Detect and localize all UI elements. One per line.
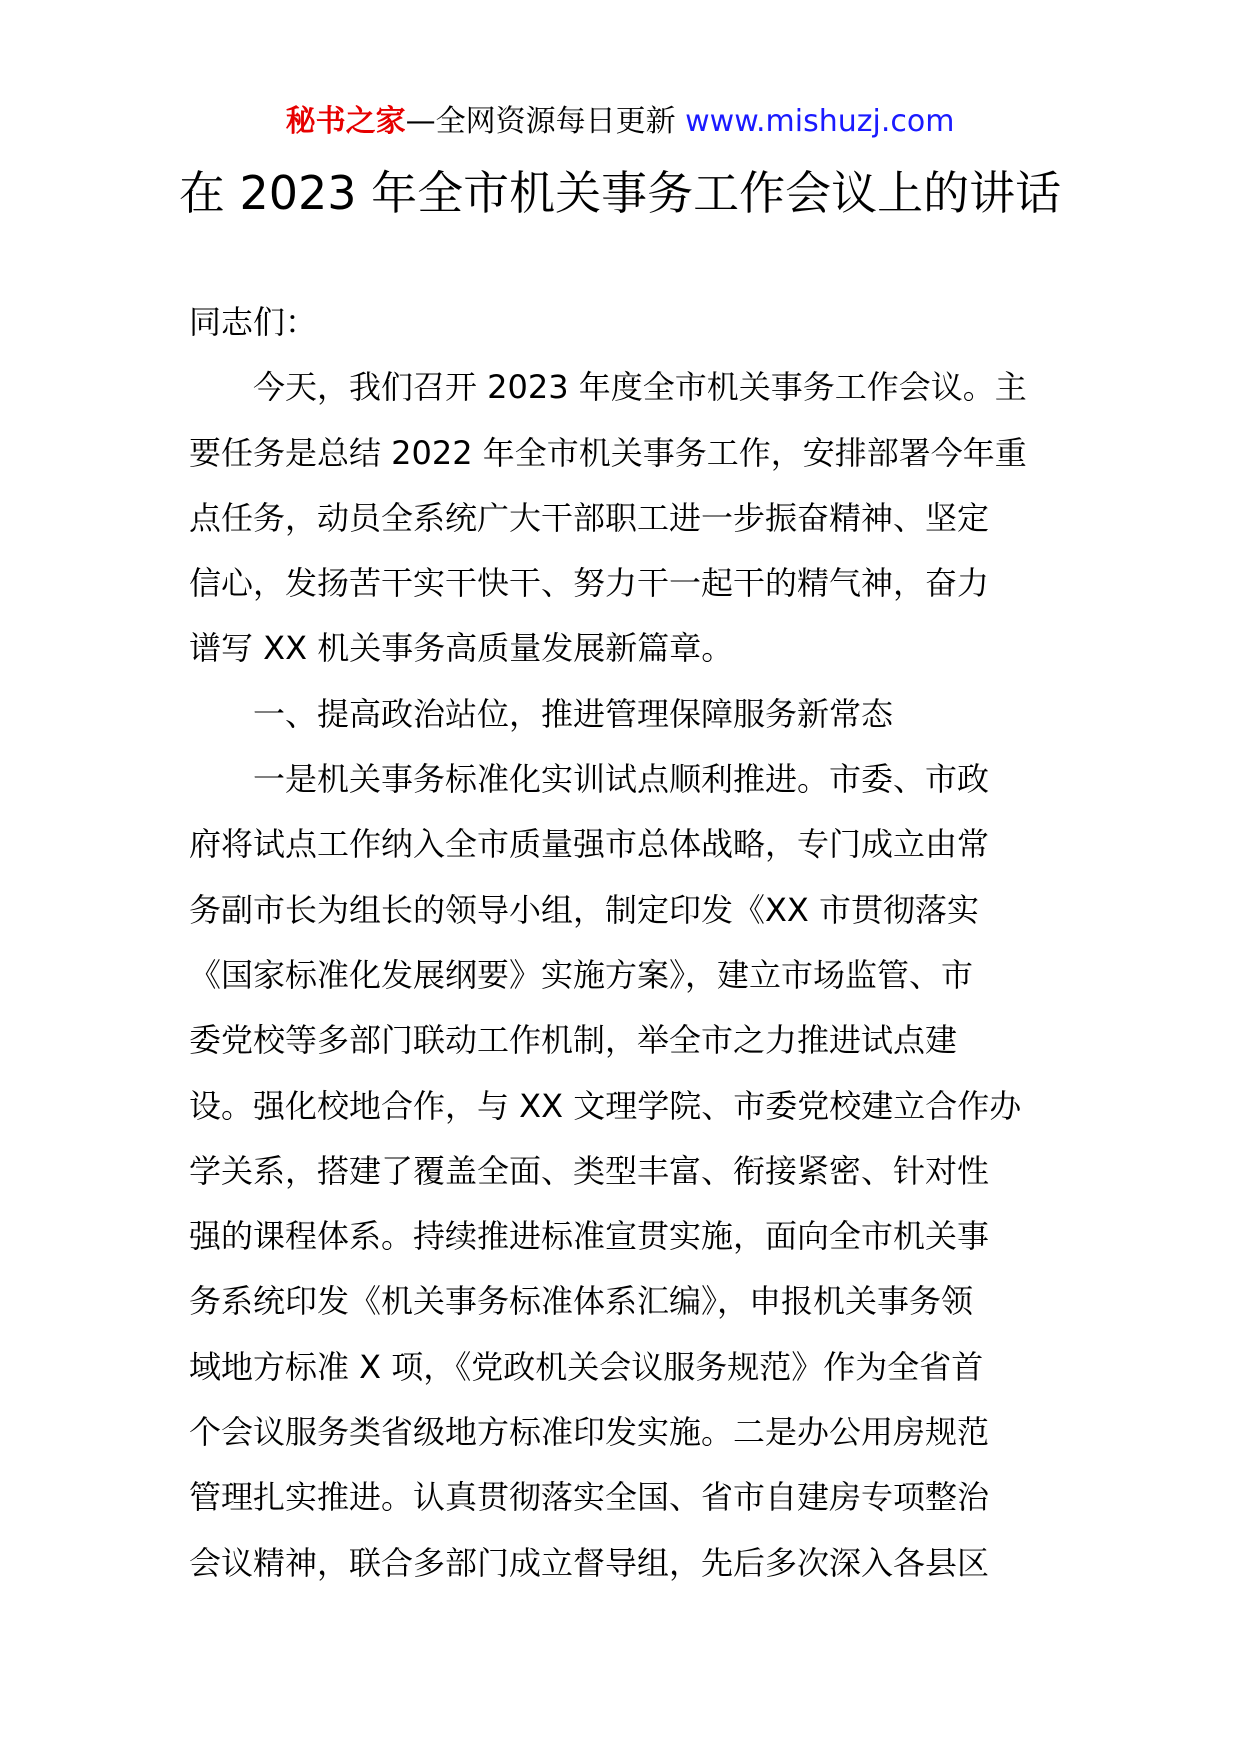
text-line: 点任务，动员全系统广大干部职工进一步振奋精神、坚定 <box>189 498 990 537</box>
text-line: 个会议服务类省级地方标准印发实施。二是办公用房规范 <box>189 1413 990 1452</box>
text-line: 一是机关事务标准化实训试点顺利推进。市委、市政 <box>253 760 990 799</box>
text-line: 设。强化校地合作，与 XX 文理学院、市委党校建立合作办 <box>189 1086 1022 1125</box>
text-line: 要任务是总结 2022 年全市机关事务工作，安排部署今年重 <box>189 433 1027 472</box>
document-body <box>189 290 1059 1596</box>
document-title: 在 2023 年全市机关事务工作会议上的讲话 <box>178 166 1062 220</box>
header-slogan: —全网资源每日更新 <box>405 104 686 139</box>
text-line: 会议精神，联合多部门成立督导组，先后多次深入各县区 <box>189 1543 990 1582</box>
text-line: 管理扎实推进。认真贯彻落实全国、省市自建房专项整治 <box>189 1478 990 1517</box>
text-line: 谱写 XX 机关事务高质量发展新篇章。 <box>189 629 734 668</box>
text-line: 域地方标准 X 项，《党政机关会议服务规范》作为全省首 <box>189 1347 984 1386</box>
text-line: 《国家标准化发展纲要》实施方案》，建立市场监管、市 <box>189 955 974 994</box>
section-heading-1: 一、提高政治站位，推进管理保障服务新常态 <box>253 694 894 733</box>
salutation: 同志们： <box>189 303 318 341</box>
brand-name: 秘书之家 <box>285 104 406 139</box>
site-header <box>0 100 1240 144</box>
text-line: 府将试点工作纳入全市质量强市总体战略，专门成立由常 <box>189 825 990 864</box>
text-line: 强的课程体系。持续推进标准宣贯实施，面向全市机关事 <box>189 1217 990 1256</box>
text-line: 学关系，搭建了覆盖全面、类型丰富、衔接紧密、针对性 <box>189 1151 990 1190</box>
text-line: 委党校等多部门联动工作机制，举全市之力推进试点建 <box>189 1021 958 1060</box>
paragraph-intro <box>189 355 1059 681</box>
paragraph-section-1 <box>189 747 1059 1596</box>
text-line: 今天，我们召开 2023 年度全市机关事务工作会议。主 <box>253 368 1027 407</box>
text-line: 务副市长为组长的领导小组，制定印发《XX 市贯彻落实 <box>189 890 980 929</box>
text-line: 务系统印发《机关事务标准体系汇编》，申报机关事务领 <box>189 1282 974 1321</box>
text-line: 信心，发扬苦干实干快干、努力干一起干的精气神，奋力 <box>189 564 990 603</box>
website-url: www.mishuzj.com <box>685 104 955 139</box>
